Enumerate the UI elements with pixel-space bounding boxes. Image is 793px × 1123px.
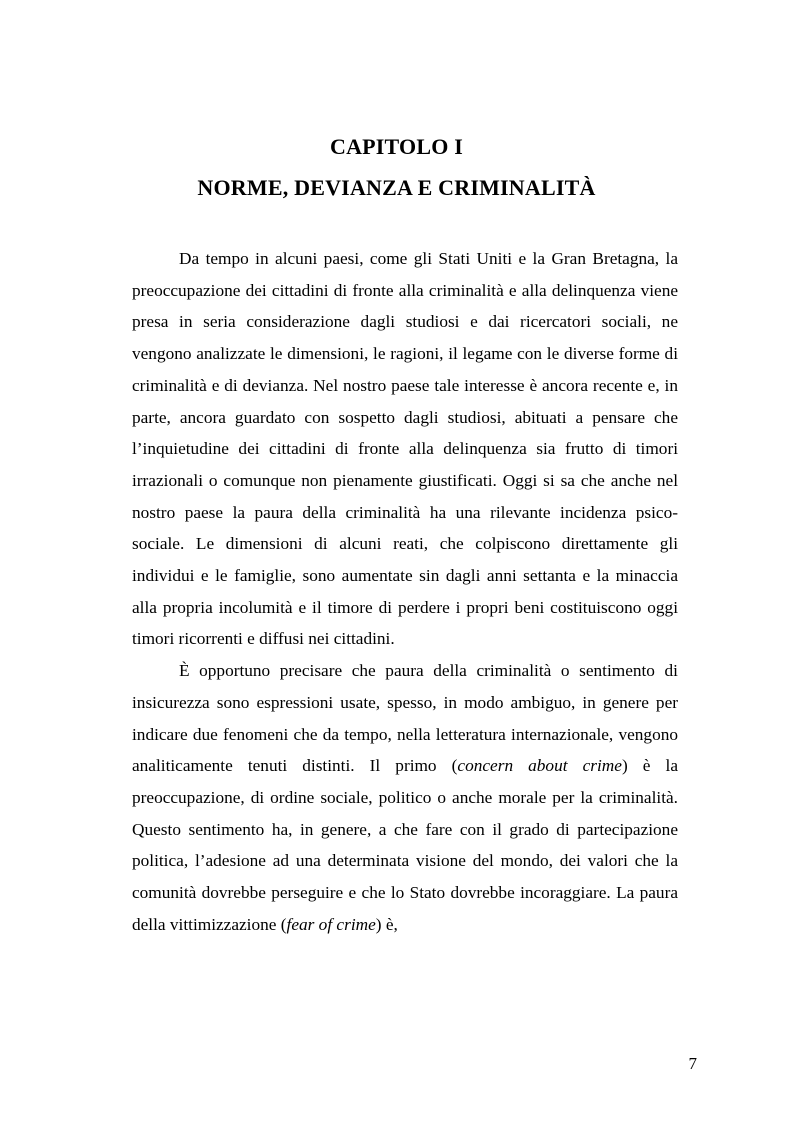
paragraph-2-text-part-2: ) è la preoccupazione, di ordine sociale, politico o anche morale per la criminalità. Questo sentimento ha, in genere, a che fare con il grado di partecipazione politica, l’adesione ad una determinata visione del mondo, dei valori che la comunità dovrebbe perseguire e che lo Stato dovrebbe incoraggiare. La paura della vittimizzazione ( (132, 756, 679, 934)
chapter-title: NORME, DEVIANZA E CRIMINALITÀ (197, 175, 596, 200)
paragraph-2 (132, 655, 678, 940)
chapter-number: CAPITOLO I (329, 134, 463, 159)
page-number: 7 (688, 1054, 697, 1073)
term-fear-of-crime: fear of crime (286, 914, 376, 934)
paragraph-2-text-part-1: È opportuno precisare che paura della criminalità o sentimento di insicurezza sono espressioni usate, spesso, in modo ambiguo, in genere per indicare due fenomeni che da tempo, nella letteratura internazionale, vengono analiticamente tenuti distinti. Il primo ( (132, 661, 678, 776)
term-concern-about-crime: concern about crime (457, 756, 622, 776)
body-text (132, 243, 678, 940)
paragraph-2-text-part-3: ) è, (375, 914, 398, 934)
paragraph-1: Da tempo in alcuni paesi, come gli Stati Uniti e la Gran Bretagna, la preoccupazione dei cittadini di fronte alla criminalità e alla delinquenza viene presa in seria considerazione dagli studiosi e dai ricercatori sociali, ne vengono analizzate le dimensioni, le ragioni, il legame con le diverse forme di criminalità e di devianza. Nel nostro paese tale interesse è ancora recente e, in parte, ancora guardato con sospetto dagli studiosi, abituati a pensare che l’inquietudine dei cittadini di fronte alla delinquenza sia frutto di timori irrazionali o comunque non pienamente giustificati. Oggi si sa che anche nel nostro paese la paura della criminalità ha una rilevante incidenza psico-sociale. Le dimensioni di alcuni reati, che colpiscono direttamente gli individui e le famiglie, sono aumentate sin dagli anni settanta e la minaccia alla propria incolumità e il timore di perdere i propri beni costituiscono oggi timori ricorrenti e diffusi nei cittadini. (132, 249, 678, 649)
